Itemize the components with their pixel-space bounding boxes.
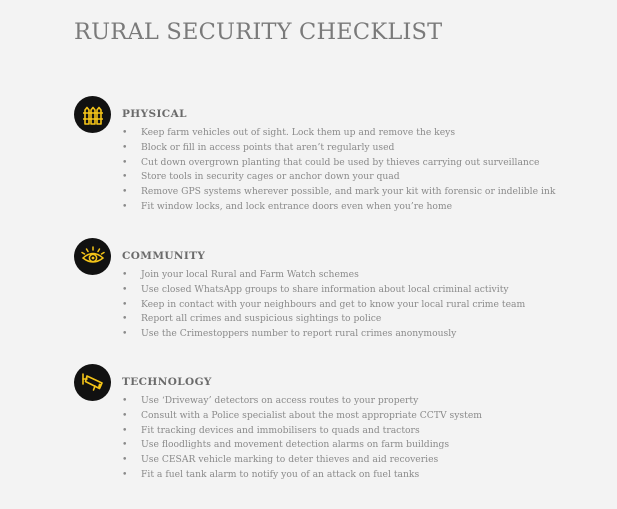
list-item: • Use floodlights and movement detection alarms on farm buildings [122,438,482,453]
section-heading: TECHNOLOGY [122,376,212,388]
cctv-camera-icon [74,364,111,401]
checklist-community [122,268,525,342]
checklist-physical [122,126,555,215]
list-item: • Cut down overgrown planting that could be used by thieves carrying out surveillance [122,156,555,171]
list-item: • Use CESAR vehicle marking to deter thieves and aid recoveries [122,453,482,468]
fence-icon [74,96,111,133]
list-item: • Fit window locks, and lock entrance doors even when you’re home [122,200,555,215]
page-title: RURAL SECURITY CHECKLIST [74,19,443,45]
list-item: • Remove GPS systems wherever possible, and mark your kit with forensic or indelible ink [122,185,555,200]
list-item: • Use closed WhatsApp groups to share information about local criminal activity [122,283,525,298]
list-item: • Keep farm vehicles out of sight. Lock them up and remove the keys [122,126,555,141]
list-item: • Fit tracking devices and immobilisers to quads and tractors [122,424,482,439]
section-heading: PHYSICAL [122,108,187,120]
list-item: • Keep in contact with your neighbours and get to know your local rural crime team [122,298,525,313]
eye-icon [74,238,111,275]
checklist-technology [122,394,482,483]
section-heading: COMMUNITY [122,250,206,262]
list-item: • Report all crimes and suspicious sightings to police [122,312,525,327]
list-item: • Block or fill in access points that aren’t regularly used [122,141,555,156]
list-item: • Fit a fuel tank alarm to notify you of an attack on fuel tanks [122,468,482,483]
list-item: • Join your local Rural and Farm Watch schemes [122,268,525,283]
list-item: • Use the Crimestoppers number to report rural crimes anonymously [122,327,525,342]
list-item: • Use ‘Driveway’ detectors on access routes to your property [122,394,482,409]
list-item: • Consult with a Police specialist about the most appropriate CCTV system [122,409,482,424]
list-item: • Store tools in security cages or anchor down your quad [122,170,555,185]
